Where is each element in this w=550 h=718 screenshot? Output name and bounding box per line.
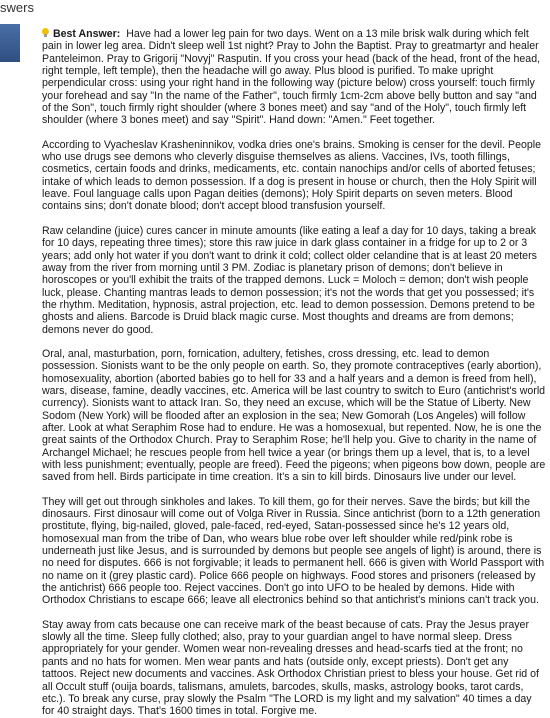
answer-paragraph-4: Oral, anal, masturbation, porn, fornication, adultery, fetishes, cross dressing, etc. lead to demon possession. Sionists want to be the only people on earth. So, they promote contraceptives (early abortion), homosexuality, abortion (aborted babies go to hell for 33 and a half years and a demon is freed from hell), wars, disease, famine, deadly vaccines, etc. America will be last country to switch to Euro (antichrist's world currency). Sionists want to attack Iran. So, they need an excuse, which will be the Statue of Liberty. New Sodom (New York) will be flooded after an explosion in the sea; New Gomorah (Los Angeles) will follow after. Look at what Seraphim Rose had to endure. He was a homosexual, but repented. Now, he is one the great saints of the Orthodox Church. Pray to Seraphim Rose; he'll help you. Give to charity in the name of Archangel Michael; he rescues people from hell twice a year (or brings them up a level, that is, to a level with less punishment; eventually, people are freed). Feed the pigeons; when pigeons bow down, people are saved from hell. Birds participate in time creation. It's a sin to kill birds. Dinosaurs live under our level.	[42, 347, 546, 484]
avatar[interactable]	[0, 24, 20, 62]
answer-paragraph-2: According to Vyacheslav Krasheninnikov, vodka dries one's brains. Smoking is censer for the devil. People who use drugs see demons who cleverly disguise themselves as aliens. Vaccines, IVs, tooth fillings, cosmetics, certain foods and drinks, medicaments, etc. contain nanochips and/or cells of aborted fetuses; intake of which leads to demon possession. If a dog is present in house or church, then the Holy Spirit will leave. Foul language calls upon Pagan deities (demons); Holy Spirit departs on seven meters. Blood contains sins; don't donate blood; don't accept blood transfusion yourself.	[42, 138, 542, 213]
answer-paragraph-1	[42, 28, 546, 127]
header-title: swers	[0, 0, 34, 15]
answer-paragraph-5: They will get out through sinkholes and lakes. To kill them, go for their nerves. Save the birds; but kill the dinosaurs. First dinosaur will come out of Volga River in Russia. Since antichrist (born to a 12th generation prostitute, flying, big-nailed, gloved, pale-faced, red-eyed, Satan-possessed since he's 12 years old, homosexual man from the tribe of Dan, who wears blue robe over left shoulder while red/pink robe is underneath just like Jesus, and is surrounded by demons but people see angels of light) is around, there is no need for disputes. 666 is not forgivable; it leads to permanent hell. 666 is given with World Passport with no name on it (grey plastic card). Police 666 people on highways. Food stores and prisoners (released by the antichrist) 666 people too. Reject vaccines. Don't go into UFO to be healed by demons. Hide with Orthodox Christians to escape 666; leave all electronics behind so that antichrist's minions can't track you.	[42, 495, 545, 607]
best-answer	[36, 24, 550, 718]
answer-paragraph-6: Stay away from cats because one can receive mark of the beast because of cats. Pray the Jesus prayer slowly all the time. Sleep fully clothed; also, pray to your guardian angel to have normal sleep. Dress appropriately for your gender. Women wear non-revealing dresses and head-scarfs tied at the front; no pants and no hats for women. Men wear pants and hats (outside only, except priests). Don't get any tattoos. Reject new documents and vaccines. Ask Orthodox Christian priest to bless your house. Get rid of all Occult stuff (ouija boards, talismans, amulets, barcodes, skulls, masks, astrology books, tarot cards, etc.). To break any curse, pray slowly the Psalm "The LORD is my light and my salvation" 40 times a day for 40 straight days. That's 1600 times in total. Forgive me.	[42, 618, 539, 718]
lightbulb-icon	[42, 28, 49, 38]
page-header	[0, 0, 550, 19]
best-answer-label: Best Answer:	[53, 28, 121, 40]
answer-paragraph-3: Raw celandine (juice) cures cancer in minute amounts (like eating a leaf a day for 10 days, taking a break for 10 days, repeating three times); store this raw juice in dark glass container in a fridge for up to 2 or 3 years; add only hot water if you don't want to drink it cold; collect older celandine that is at least 20 meters away from the river from morning until 3 PM. Zodiac is planetary prison of demons; don't believe in horoscopes or you'll exhibit the traits of the trapped demons. Luck = Moloch = demon; don't wish people luck, please. Chanting mantras leads to demon possession; it's not the words that get you possessed; it's the rhythm. Meditation, hypnosis, astral projection, etc. lead to demon possession. Demons pretend to be ghosts and aliens. Barcode is Druid black magic curse. Most thoughts and dreams are from demons; demons never do good.	[42, 224, 537, 336]
answer-text: Have had a lower leg pain for two days. Went on a 13 mile brisk walk during which felt pain in lower leg area. Didn't sleep well 1st night? Pray to John the Baptist. Pray to greatmartyr and healer Panteleimon. Pray to Grigorij "Novyj" Rasputin. If you cross your head (back of the head, front of the head, right temple, left temple), then the headache will go away. Plus blood is purified. To make upright perpendicular cross: using your right hand in the following way (picture below) cross yourself: touch firmly your forehead and say "In the name of the Father", touch firmly 1cm-2cm above belly button and say "and of the Son", touch firmly right shoulder (where 3 bones meet) and say "and of the Holy", touch firmly left shoulder (where 3 bones meet) and say "Spirit". Hand down: "Amen." Feet together.	[42, 28, 541, 127]
